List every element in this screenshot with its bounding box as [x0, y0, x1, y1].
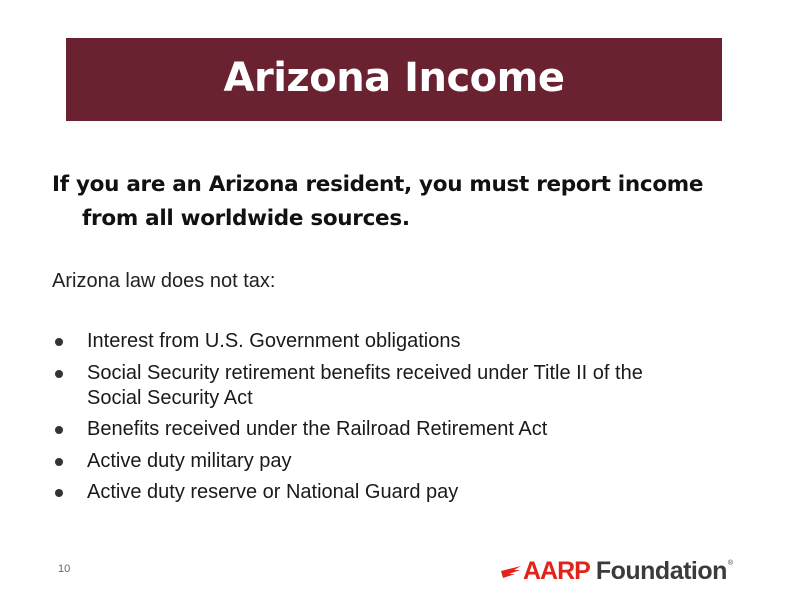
list-item-text: Social Security retirement benefits received under Title II of the [87, 361, 643, 384]
list-item [52, 326, 752, 358]
bullet-icon [55, 338, 63, 346]
intro-paragraph [52, 168, 772, 236]
bullet-icon [55, 426, 63, 434]
registered-mark: ® [727, 560, 734, 567]
logo-brand: AARP [523, 556, 590, 585]
bullet-icon [55, 370, 63, 378]
list-item [52, 414, 752, 446]
list-item-text: Active duty military pay [87, 449, 292, 472]
eagle-swoosh-icon [500, 562, 522, 580]
bullet-list [52, 326, 752, 509]
bullet-icon [55, 458, 63, 466]
logo-name: Foundation [595, 556, 727, 585]
intro-line-2: from all worldwide sources. [82, 206, 410, 231]
slide-title: Arizona Income [223, 54, 565, 101]
list-item [52, 358, 752, 415]
list-item [52, 446, 752, 478]
list-item-text-continued: Social Security Act [87, 386, 253, 409]
list-item-text: Benefits received under the Railroad Retirement Act [87, 418, 548, 440]
list-item-text: Active duty reserve or National Guard pay [87, 481, 459, 503]
list-item-text: Interest from U.S. Government obligations [87, 330, 461, 352]
page-number: 10 [58, 563, 71, 575]
title-banner [66, 38, 722, 121]
intro-line-1: If you are an Arizona resident, you must report income [52, 172, 704, 197]
list-item [52, 477, 752, 509]
subheading: Arizona law does not tax: [52, 270, 276, 292]
aarp-foundation-logo [500, 556, 733, 586]
bullet-icon [55, 489, 63, 497]
